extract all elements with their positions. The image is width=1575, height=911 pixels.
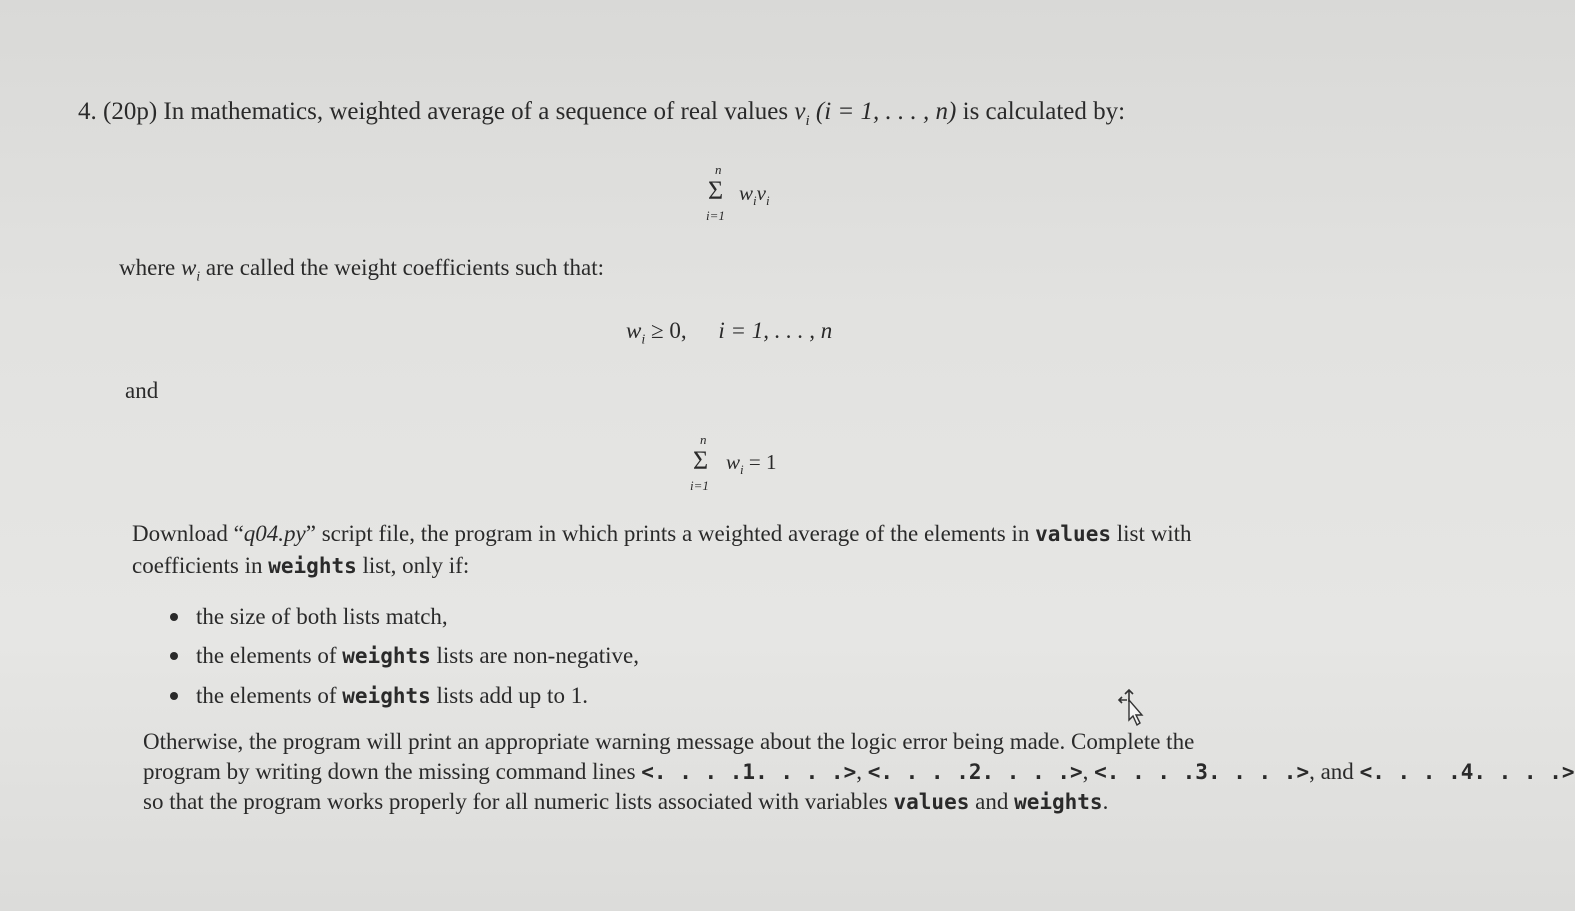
problem-number: 4. — [78, 98, 97, 125]
sum-upper-limit: n — [715, 162, 722, 177]
intro-var: v — [794, 98, 806, 125]
sum-lower-limit: i=1 — [690, 478, 709, 493]
sum-upper-limit: n — [700, 432, 707, 447]
weights-code: weights — [268, 554, 357, 578]
sum-term: $w_i = 1$ — [726, 450, 777, 478]
and-text: and — [125, 378, 159, 403]
placeholder-4: <. . . .4. . . .> — [1359, 760, 1575, 784]
bullet-icon — [170, 652, 178, 660]
download-paragraph — [132, 518, 1192, 582]
nonnegativity-constraint: $w_i \ge 0$, i = 1, . . . , n — [626, 318, 833, 348]
intro-var-sub: i — [805, 113, 810, 129]
problem-points: (20p) — [103, 98, 158, 125]
otherwise-paragraph — [143, 727, 1575, 817]
download-line-1: Download “q04.py” script file, the program in which prints a weighted average of the elements in values list with — [132, 521, 1192, 546]
sigma-symbol: Σ — [693, 446, 709, 475]
intro-range: (i = 1, . . . , n) — [815, 98, 957, 125]
otherwise-line-1: Otherwise, the program will print an appropriate warning message about the logic error being made. Complete the — [143, 729, 1195, 754]
sigma-symbol: Σ — [708, 176, 724, 205]
intro-tail: is calculated by: — [956, 98, 1126, 125]
otherwise-line-3: so that the program works properly for all numeric lists associated with variables values and weights. — [143, 789, 1109, 814]
sum-term: $w_iv_i$ — [739, 181, 770, 209]
problem-statement — [78, 98, 1125, 130]
where-text: where $w_i$ are called the weight coefficients such that: — [119, 255, 604, 285]
filename: q04.py — [243, 521, 306, 546]
condition-list — [170, 597, 639, 716]
download-line-2: coefficients in weights list, only if: — [132, 553, 470, 578]
placeholder-2: <. . . .2. . . .> — [867, 760, 1083, 784]
intro-text: In mathematics, weighted average of a sequence of real values — [163, 98, 795, 125]
weighted-sum-formula — [706, 162, 796, 232]
placeholder-3: <. . . .3. . . .> — [1094, 760, 1310, 784]
weights-sum-formula — [690, 432, 810, 502]
bullet-icon — [170, 692, 178, 700]
bullet-icon — [170, 613, 178, 621]
list-item: the elements of weights lists add up to 1. — [170, 676, 639, 716]
sum-lower-limit: i=1 — [706, 208, 725, 223]
values-code: values — [1035, 522, 1111, 546]
move-cursor-icon — [1117, 688, 1151, 732]
otherwise-line-2: program by writing down the missing command lines <. . . .1. . . .>, <. . . .2. . . .>, <. . . .3. . . .>, and <. . . .4. . . .> — [143, 759, 1575, 784]
placeholder-1: <. . . .1. . . .> — [641, 760, 857, 784]
list-item: the size of both lists match, — [170, 597, 639, 636]
list-item: the elements of weights lists are non-negative, — [170, 636, 639, 676]
